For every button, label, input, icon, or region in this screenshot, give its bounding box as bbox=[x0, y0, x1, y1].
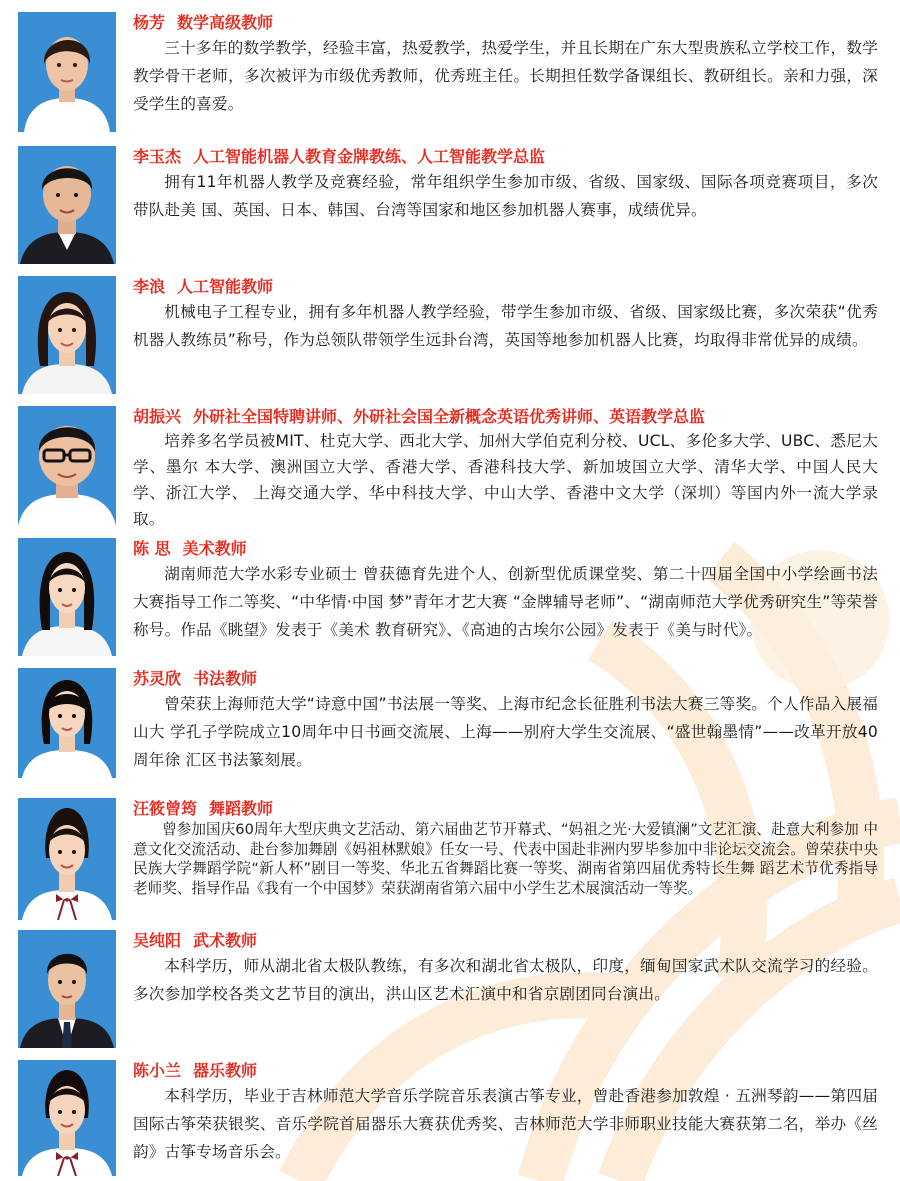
teacher-heading bbox=[133, 538, 878, 560]
teacher-heading bbox=[133, 12, 878, 34]
teacher-photo bbox=[18, 1060, 116, 1176]
teacher-bio: 本科学历，毕业于吉林师范大学音乐学院音乐表演古筝专业，曾赴香港参加敦煌 · 五洲琴韵——第四届国际古筝荣获银奖、音乐学院首届器乐大赛获优秀奖、吉林师范大学非师职业技能大赛获第二名，举办《丝韵》古筝专场音乐会。 bbox=[133, 1087, 878, 1161]
teacher-title: 人工智能机器人教育金牌教练、人工智能教学总监 bbox=[193, 147, 546, 166]
teacher-name: 苏灵欣 bbox=[133, 669, 182, 688]
teacher-title: 美术教师 bbox=[182, 539, 247, 558]
teacher-title: 外研社全国特聘讲师、外研社会国全新概念英语优秀讲师、英语教学总监 bbox=[193, 407, 706, 426]
teacher-title: 数学高级教师 bbox=[177, 13, 274, 32]
teacher-photo bbox=[18, 406, 116, 526]
teacher-bio: 本科学历，师从湖北省太极队教练，有多次和湖北省太极队，印度，缅甸国家武术队交流学习的经验。多次参加学校各类文艺节目的演出，洪山区艺术汇演中和省京剧团同台演出。 bbox=[133, 957, 878, 1003]
teacher-name: 李浪 bbox=[133, 277, 166, 296]
teacher-bio: 三十多年的数学教学，经验丰富，热爱教学，热爱学生，并且长期在广东大型贵族私立学校工作，数学教学骨干老师，多次被评为市级优秀教师，优秀班主任。长期担任数学备课组长、教研组长。亲和力强，深受学生的喜爱。 bbox=[133, 39, 878, 113]
teacher-bio: 曾荣获上海师范大学“诗意中国”书法展一等奖、上海市纪念长征胜利书法大赛三等奖。个人作品入展福山大 学孔子学院成立10周年中日书画交流展、上海——别府大学生交流展、“盛世翰墨情”——改革开放40周年徐 汇区书法篆刻展。 bbox=[133, 695, 878, 769]
teacher-name: 杨芳 bbox=[133, 13, 166, 32]
teacher-name: 李玉杰 bbox=[133, 147, 182, 166]
teacher-name: 陈 思 bbox=[133, 539, 171, 558]
teacher-name: 陈小兰 bbox=[133, 1061, 182, 1080]
teacher-heading bbox=[133, 798, 878, 820]
teacher-heading bbox=[133, 1060, 878, 1082]
teacher-photo bbox=[18, 538, 116, 656]
teacher-title: 舞蹈教师 bbox=[209, 799, 274, 818]
teacher-heading bbox=[133, 146, 878, 168]
teacher-photo bbox=[18, 276, 116, 394]
teacher-bio: 曾参加国庆60周年大型庆典文艺活动、第六届曲艺节开幕式、“妈祖之光·大爱镇澜”文艺汇演、赴意大利参加 中意文化交流活动、赴台参加舞剧《妈祖林默娘》任女一号、代表中国赴非洲内罗毕参加中非论坛交流会。曾荣获中央民族大学舞蹈学院“新人杯”剧目一等奖、华北五省舞蹈比赛一等奖、湖南省第四届优秀特长生舞 蹈艺术节优秀指导老师奖、指导作品《我有一个中国梦》荣获湖南省第六届中小学生艺术展演活动一等奖。 bbox=[133, 821, 878, 897]
teacher-photo bbox=[18, 930, 116, 1048]
teacher-bio: 拥有11年机器人教学及竞赛经验，常年组织学生参加市级、省级、国家级、国际各项竞赛项目，多次带队赴美 国、英国、日本、韩国、台湾等国家和地区参加机器人赛事，成绩优异。 bbox=[133, 173, 878, 219]
teacher-title: 武术教师 bbox=[193, 931, 258, 950]
teacher-title: 器乐教师 bbox=[193, 1061, 258, 1080]
teacher-heading bbox=[133, 406, 878, 428]
teacher-photo bbox=[18, 12, 116, 132]
teacher-bio: 机械电子工程专业，拥有多年机器人教学经验，带学生参加市级、省级、国家级比赛，多次荣获“优秀机器人教练员”称号，作为总领队带领学生远卦台湾，英国等地参加机器人比赛，均取得非常优异的成绩。 bbox=[133, 303, 878, 349]
teacher-title: 书法教师 bbox=[193, 669, 258, 688]
teacher-bio: 培养多名学员被MIT、杜克大学、西北大学、加州大学伯克利分校、UCL、多伦多大学、UBC、悉尼大学、墨尔 本大学、澳洲国立大学、香港大学、香港科技大学、新加坡国立大学、清华大学、中国人民大学、浙江大学、 上海交通大学、华中科技大学、中山大学、香港中文大学（深圳）等国内外一流大学录取。 bbox=[133, 432, 878, 528]
teacher-photo bbox=[18, 798, 116, 920]
teacher-photo bbox=[18, 146, 116, 264]
teacher-photo bbox=[18, 668, 116, 778]
teacher-title: 人工智能教师 bbox=[177, 277, 274, 296]
teacher-name: 胡振兴 bbox=[133, 407, 182, 426]
teacher-name: 汪筱曾筠 bbox=[133, 799, 198, 818]
teacher-heading bbox=[133, 276, 878, 298]
teacher-bio: 湖南师范大学水彩专业硕士 曾获德育先进个人、创新型优质课堂奖、第二十四届全国中小学绘画书法大赛指导工作二等奖、“中华情·中国 梦”青年才艺大赛 “金牌辅导老师”、“湖南师范大学优秀研究生”等荣誉称号。作品《眺望》发表于《美术 教育研究》、《高迪的古埃尔公园》发表于《美与时代》。 bbox=[133, 565, 878, 639]
teacher-name: 吴纯阳 bbox=[133, 931, 182, 950]
teacher-heading bbox=[133, 930, 878, 952]
teacher-heading bbox=[133, 668, 878, 690]
